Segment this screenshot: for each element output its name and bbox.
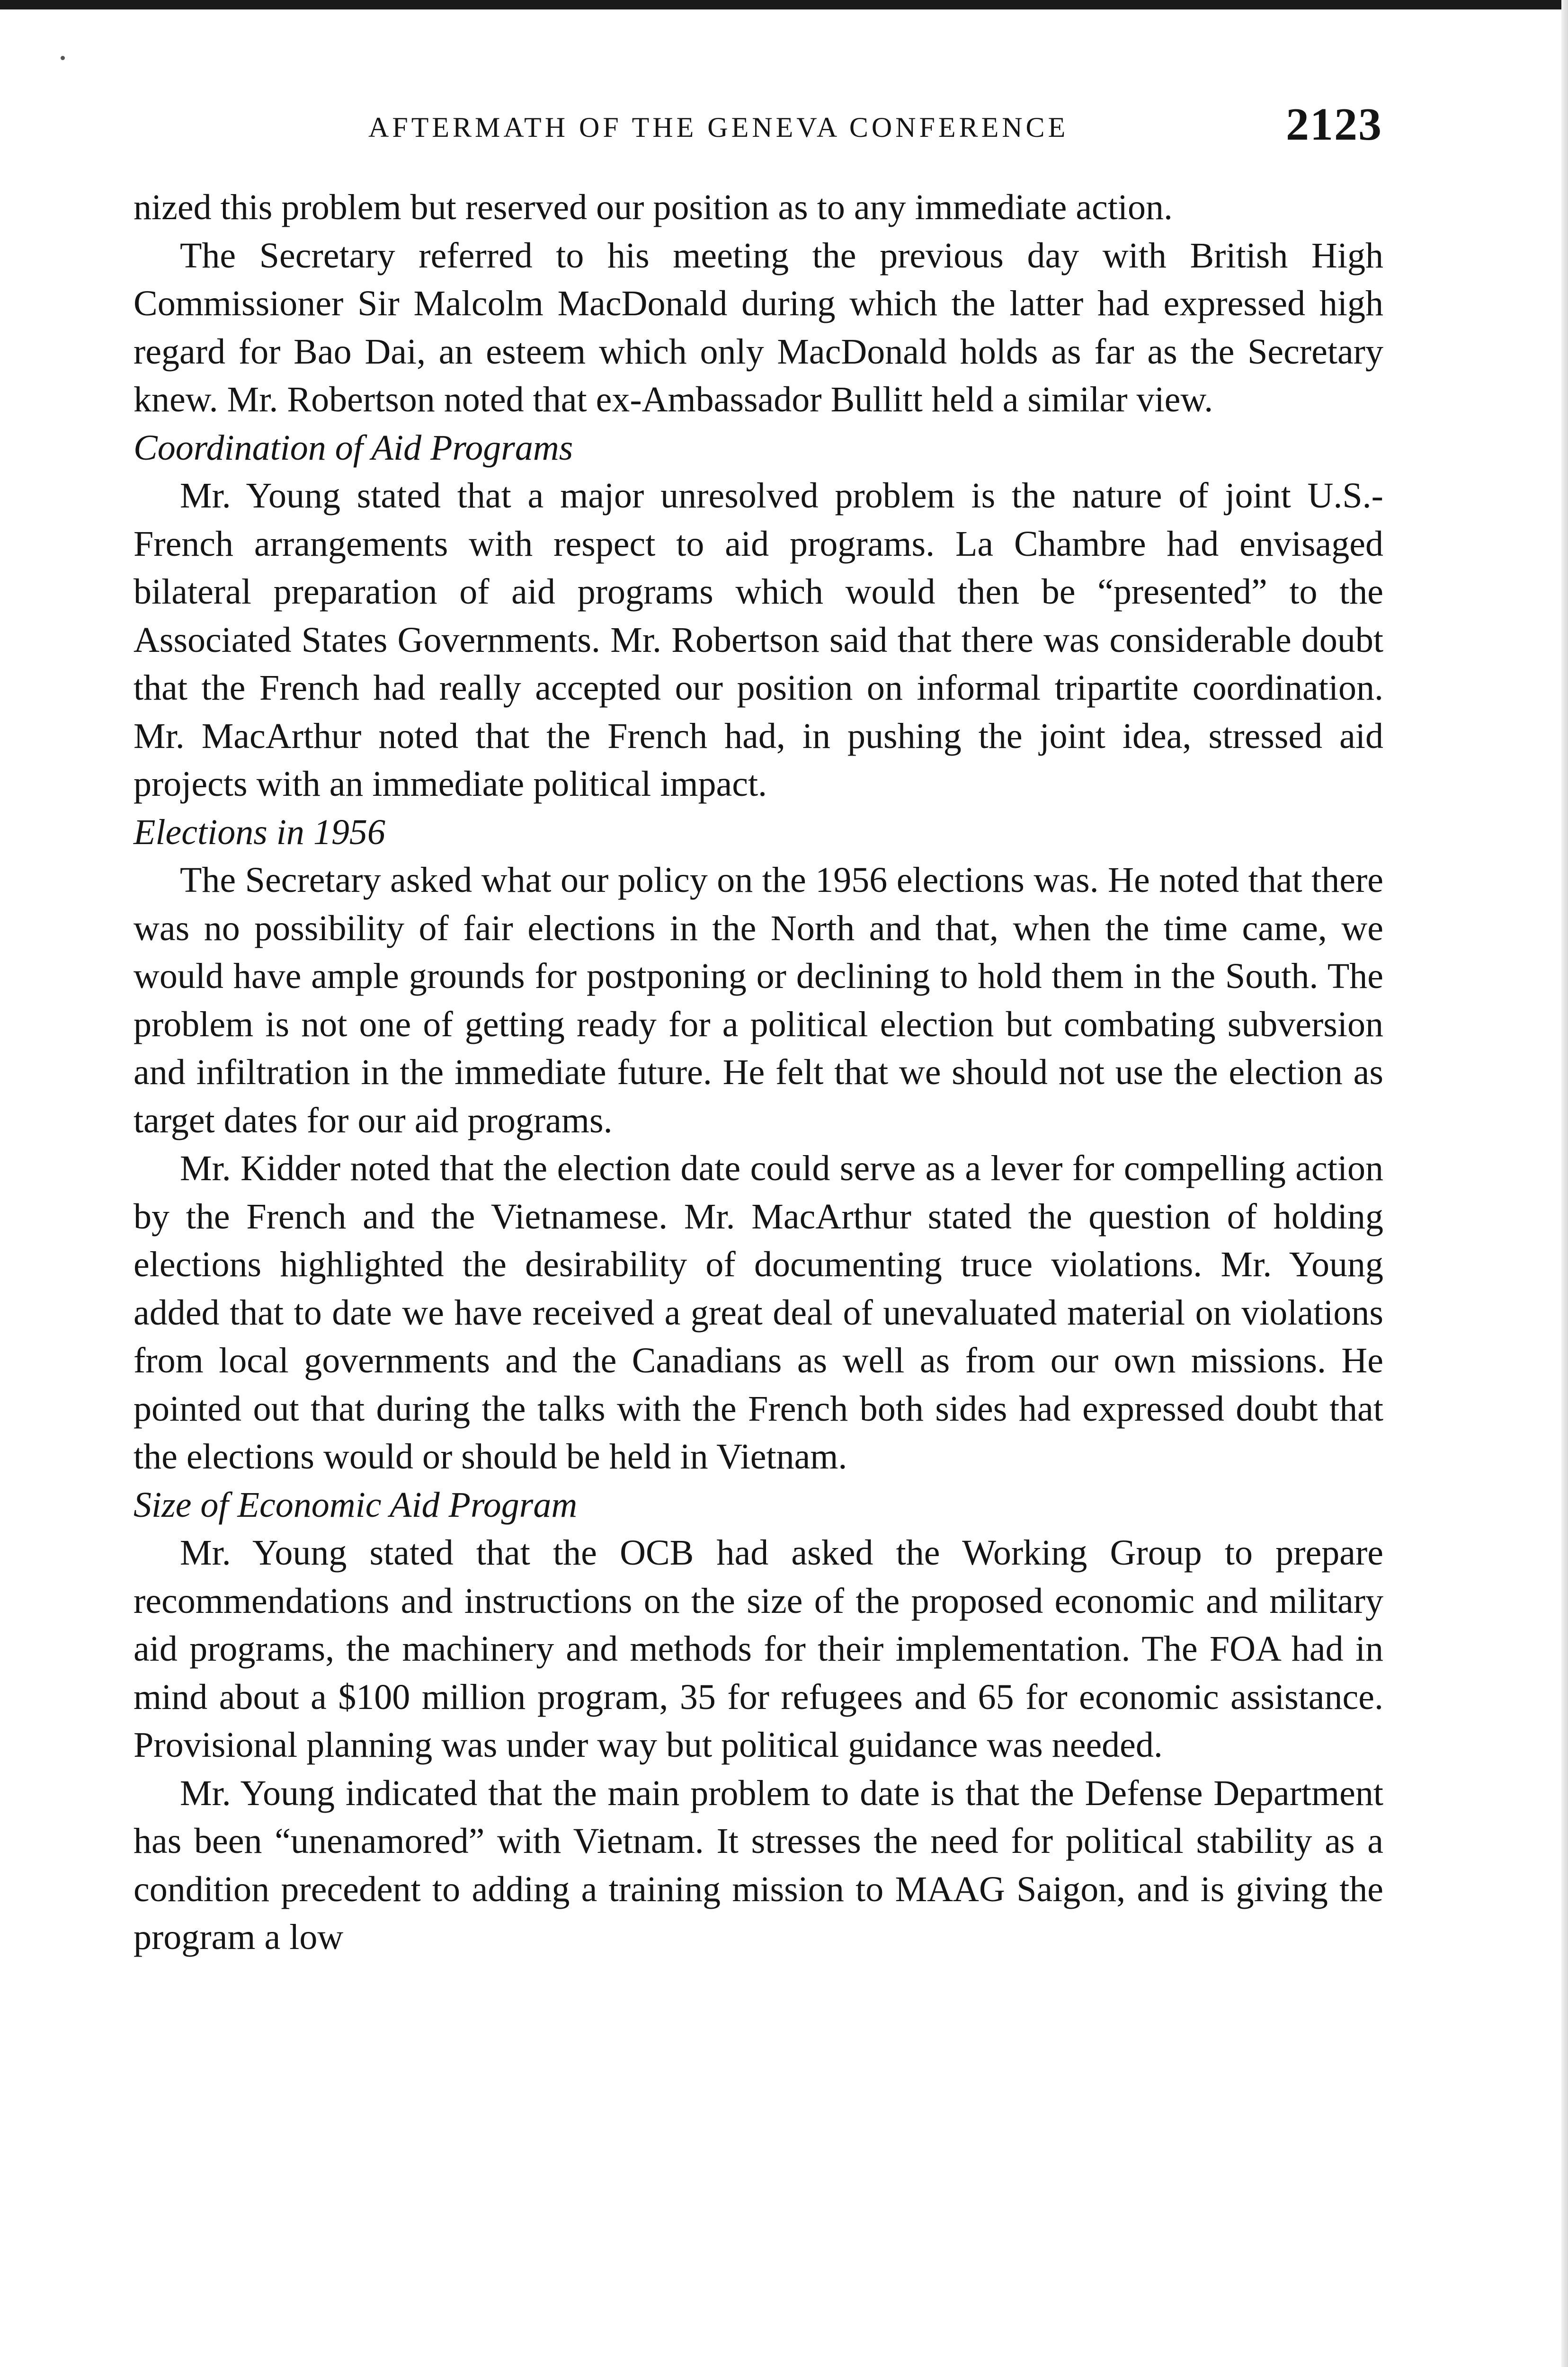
section-heading: Coordination of Aid Programs [134,427,573,468]
top-edge-rule [0,0,1568,9]
paragraph: Mr. Kidder noted that the election date could serve as a lever for compelling action by the French and the Vietnamese. Mr. MacArthur stated the question of holding elections highlighted the desirability of documenting truce violations. Mr. Young added that to date we have received a great deal of unevaluated material on violations from local governments and the Canadians as well as from our own missions. He pointed out that during the talks with the French both sides had expressed doubt that the elections would or should be held in Vietnam. [134,1148,1383,1477]
paragraph-continuation: nized this problem but reserved our position as to any immediate action. [134,187,1173,227]
page-number: 2123 [1286,99,1382,150]
paragraph: The Secretary asked what our policy on the 1956 elections was. He noted that there was no possibility of fair elections in the North and that, when the time came, we would have ample grounds for postponing or declining to hold them in the South. The problem is not one of getting ready for a political election but combating subversion and infiltration in the immediate future. He felt that we should not use the election as target dates for our aid programs. [134,860,1383,1140]
page-header [133,88,1382,163]
paragraph: Mr. Young stated that the OCB had asked the Working Group to prepare recommendations and instructions on the size of the proposed economic and military aid programs, the machinery and methods for their implementation. The FOA had in mind about a $100 million program, 35 for refugees and 65 for economic assistance. Provisional planning was under way but political guidance was needed. [134,1533,1383,1765]
paragraph: The Secretary referred to his meeting the previous day with British High Commissioner Sir Malcolm MacDonald during which the latter had expressed high regard for Bao Dai, an esteem which only MacDonald holds as far as the Secretary knew. Mr. Robertson noted that ex-Ambassador Bullitt held a similar view. [134,235,1383,419]
section-heading: Size of Economic Aid Program [134,1485,578,1525]
section-heading: Elections in 1956 [134,812,385,852]
paragraph: Mr. Young indicated that the main problem to date is that the Defense Department has been “unenamored” with Vietnam. It stresses the need for political stability as a condition precedent to adding a training mission to MAAG Saigon, and is giving the program a low [134,1773,1383,1957]
document-body [134,184,1383,1962]
paragraph: Mr. Young stated that a major unresolved problem is the nature of joint U.S.-French arrangements with respect to aid programs. La Chambre had envisaged bilateral preparation of aid programs which would then be “presented” to the Associated States Governments. Mr. Robertson said that there was considerable doubt that the French had really accepted our position on informal tripartite coordination. Mr. MacArthur noted that the French had, in pushing the joint idea, stressed aid projects with an immediate political impact. [134,476,1383,804]
right-page-edge [1561,0,1568,2367]
running-head: AFTERMATH OF THE GENEVA CONFERENCE [368,112,1069,143]
scan-speck [61,56,65,60]
